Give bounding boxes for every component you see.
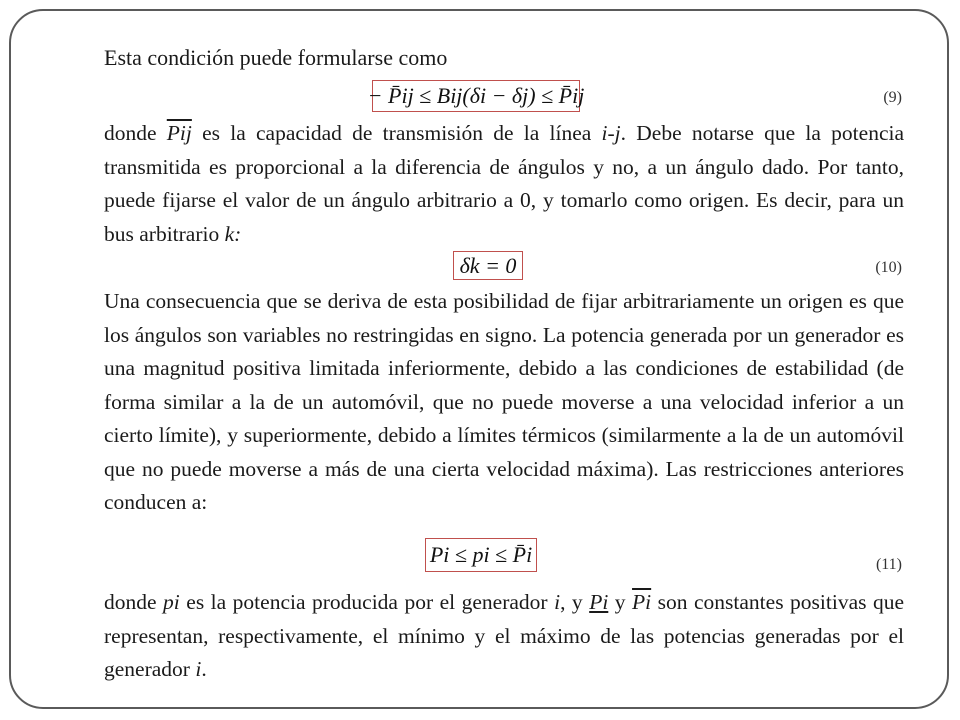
symbol-max: $\overline{Pi}$ <box>632 590 652 614</box>
capacity-symbol: $\overline{Pij}$ <box>166 121 192 145</box>
equation-9 <box>367 80 585 112</box>
intro-line: Esta condición puede formularse como <box>104 45 448 70</box>
equation-10 <box>453 251 523 280</box>
equation-number-9: (9) <box>883 89 902 106</box>
line-index: i-j <box>601 121 621 145</box>
bus-k: k: <box>224 221 242 246</box>
equation-11-text: Pi ≤ pi ≤ P̄i <box>429 542 533 567</box>
symbol-i: i <box>554 590 561 614</box>
equation-11 <box>425 538 537 572</box>
paragraph-2: Una consecuencia que se deriva de esta posibilidad de fijar arbitrariamente un origen es que los ángulos son variables no restringidas en signo. La potencia generada por un generador es una magnitud positiva limitada inferiormente, debido a las condiciones de estabilidad (de forma similar a la de un automóvil, que no puede moverse a una velocidad inferior a un cierto límite), y superiormente, debido a límites térmicos (similarmente a la de un automóvil que no puede moverse a más de una cierta velocidad máxima). Las restricciones anteriores conducen a: <box>104 289 904 514</box>
equation-10-text: δk = 0 <box>459 252 517 278</box>
equation-number-11: (11) <box>875 556 902 573</box>
paragraph-1: donde $\overline{Pij}$ es la capacidad de transmisión de la línea i-j. Debe notarse que la potencia transmitida es proporcional a la diferencia de ángulos y no, a un ángulo dado. Por tanto, puede fijarse el valor de un ángulo arbitrario a 0, y tomarlo como origen. Es decir, para un bus arbitrario k: <box>104 121 904 246</box>
equation-9-text: − P̄ij ≤ Bij(δi − δj) ≤ P̄ij <box>367 83 585 108</box>
symbol-i-end: i <box>195 657 202 681</box>
symbol-pi: pi <box>163 590 180 614</box>
symbol-min: Pi <box>589 590 609 614</box>
equation-number-10: (10) <box>875 259 902 276</box>
paragraph-3: donde pi es la potencia producida por el generador i, y Pi y $\overline{Pi}$ son constantes positivas que representan, respectivamente, el mínimo y el máximo de las potencias generadas por el generador i. <box>104 590 905 681</box>
